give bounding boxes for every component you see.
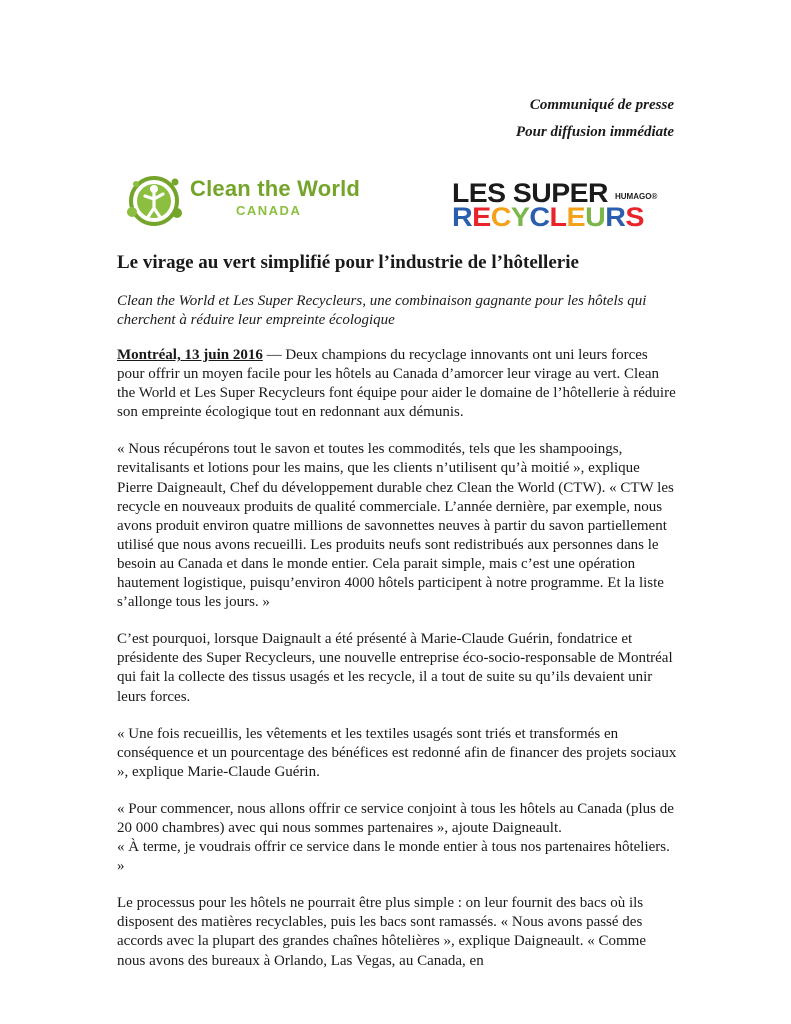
paragraph-5-part-1: « Pour commencer, nous allons offrir ce service conjoint à tous les hôtels au Canada (plus de 20 000 chambres) avec qui nous sommes partenaires », ajoute Daigneault.: [117, 800, 674, 836]
page-subtitle: Clean the World et Les Super Recycleurs, une combinaison gagnante pour les hôtels qui cherchent à réduire leur empreinte écologique: [117, 293, 647, 328]
clean-the-world-logo: [124, 172, 369, 230]
les-super-wordmark: LES SUPER: [452, 178, 608, 208]
recycleurs-wordmark: [452, 204, 644, 231]
paragraph-6: Le processus pour les hôtels ne pourrait être plus simple : on leur fournit des bacs où ils disposent des matières recyclables, puis les bacs sont ramassés. « Nous avons passé des accords avec la plupart des grandes chaînes hôtelières », explique Daigneault. « Comme nous avons des bureaux à Orlando, Las Vegas, au Canada, en: [117, 895, 646, 969]
page-title: Le virage au vert simplifié pour l’industrie de l’hôtellerie: [117, 252, 579, 273]
recycleurs-letter: R: [605, 202, 626, 232]
press-release-label: Communiqué de presse: [529, 97, 674, 113]
paragraph-1: [117, 346, 677, 422]
recycleurs-letter: E: [472, 202, 491, 232]
dateline: Montréal, 13 juin 2016: [117, 347, 263, 363]
recycleurs-letter: R: [452, 202, 473, 232]
humago-label: HUMAGO®: [615, 192, 658, 201]
clean-the-world-wordmark: Clean the World: [190, 176, 361, 201]
paragraph-3: C’est pourquoi, lorsque Daignault a été présenté à Marie-Claude Guérin, fondatrice et présidente des Super Recycleurs, une nouvelle entreprise éco-socio-responsable de Montréal qui fait la collecte des tissus usagés et les recycle, il a tout de suite su qu’ils devaient unir leurs forces.: [117, 631, 673, 705]
recycleurs-letter: C: [529, 202, 550, 232]
les-super-recycleurs-logo: [452, 180, 667, 232]
clean-the-world-globe-icon: [124, 172, 186, 230]
paragraph-2: « Nous récupérons tout le savon et toutes les commodités, tels que les shampooings, revitalisants et lotions pour les mains, que les clients n’utilisent qu’à moitié », explique Pierre Daigneault, Chef du développement durable chez Clean the World (CTW). « CTW les recycle en nouveaux produits de qualité commerciale. L’année dernière, par exemple, nous avons produit environ quatre millions de savonnettes neuves à partir du savon partiellement utilisé que nous avons recueilli. Les produits neufs sont redistribués aux personnes dans le besoin au Canada et dans le monde entier. Cela parait simple, mais c’est une opération hautement logistique, puisqu’environ 4000 hôtels participent à notre programme. Et la liste s’allonge tous les jours. »: [117, 441, 674, 611]
paragraph-5-part-2: « À terme, je voudrais offrir ce service dans le monde entier à tous nos partenaires hôteliers. »: [117, 839, 670, 875]
paragraph-5: [117, 800, 677, 876]
recycleurs-letter: S: [625, 202, 644, 232]
recycleurs-letter: E: [566, 202, 586, 232]
recycleurs-letter: U: [585, 202, 606, 232]
release-header: [516, 92, 674, 146]
immediate-release-label: Pour diffusion immédiate: [515, 124, 674, 140]
recycleurs-letter: L: [549, 202, 567, 232]
paragraph-4: « Une fois recueillis, les vêtements et les textiles usagés sont triés et transformés en conséquence et un pourcentage des bénéfices est redonné afin de financer des projets sociaux », explique Marie-Claude Guérin.: [117, 725, 677, 780]
paragraph-1-text: — Deux champions du recyclage innovants ont uni leurs forces pour offrir un moyen facile pour les hôtels au Canada d’amorcer leur virage au vert. Clean the World et Les Super Recycleurs font équipe pour aider le domaine de l’hôtellerie à réduire son empreinte écologique tout en redonnant aux démunis.: [117, 347, 676, 421]
recycleurs-letter: Y: [510, 202, 530, 232]
clean-the-world-canada-label: CANADA: [236, 203, 302, 218]
release-body: [117, 346, 677, 989]
recycleurs-letter: C: [490, 202, 511, 232]
